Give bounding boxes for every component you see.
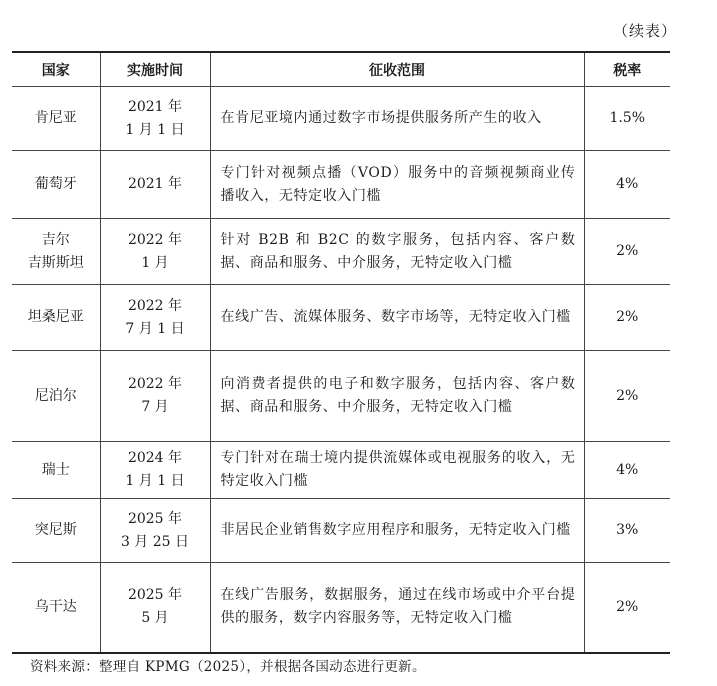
rate-cell: 2%: [584, 285, 670, 351]
country-cell: [12, 499, 100, 563]
country-line: 尼泊尔: [34, 387, 77, 404]
scope-cell: 非居民企业销售数字应用程序和服务，无特定收入门槛: [210, 499, 584, 563]
country-cell: [12, 442, 100, 499]
country-line: 坦桑尼亚: [27, 309, 84, 325]
date-line: 3 月 25 日: [120, 533, 190, 550]
scope-cell: 针对 B2B 和 B2C 的数字服务，包括内容、客户数据、商品和服务、中介服务，无特定收入门槛: [210, 219, 584, 285]
continued-label: （续表）: [612, 22, 677, 40]
rate-cell: 3%: [584, 499, 670, 563]
rate-cell: 2%: [584, 219, 670, 285]
date-line: 2021 年: [127, 176, 183, 192]
date-line: 1 月: [141, 254, 169, 271]
country-line: 突尼斯: [34, 522, 77, 538]
date-cell: [100, 87, 210, 151]
country-line: 乌干达: [34, 598, 77, 615]
digital-services-tax-table: [12, 51, 670, 654]
header-date: 实施时间: [100, 52, 210, 87]
header-rate: 税率: [584, 52, 670, 87]
date-line: 2022 年: [127, 376, 183, 392]
country-line: 葡萄牙: [34, 176, 77, 192]
table-row: [12, 442, 670, 499]
country-cell: [12, 151, 100, 219]
date-line: 7 月 1 日: [125, 320, 185, 337]
date-line: 2024 年: [127, 450, 183, 466]
scope-cell: 专门针对视频点播（VOD）服务中的音频视频商业传播收入，无特定收入门槛: [210, 151, 584, 219]
date-cell: [100, 442, 210, 499]
rate-cell: 2%: [584, 351, 670, 442]
table-row: [12, 219, 670, 285]
date-line: 2025 年: [127, 587, 183, 604]
rate-cell: 1.5%: [584, 87, 670, 151]
rate-cell: 2%: [584, 563, 670, 653]
country-cell: [12, 351, 100, 442]
date-line: 2022 年: [127, 297, 183, 314]
header-country: 国家: [41, 62, 70, 79]
date-cell: [100, 351, 210, 442]
date-line: 2021 年: [127, 98, 183, 115]
country-line: 吉尔: [41, 231, 70, 248]
country-cell: [12, 563, 100, 653]
table-row: [12, 499, 670, 563]
country-cell: [12, 219, 100, 285]
date-line: 7 月: [141, 399, 169, 415]
scope-cell: 向消费者提供的电子和数字服务，包括内容、客户数据、商品和服务、中介服务，无特定收入门槛: [210, 351, 584, 442]
header-scope: 征收范围: [210, 52, 584, 87]
scope-cell: 在线广告服务，数据服务，通过在线市场或中介平台提供的服务，数字内容服务等，无特定收入门槛: [210, 563, 584, 653]
rate-cell: 4%: [584, 151, 670, 219]
date-line: 5 月: [141, 610, 169, 627]
scope-cell: 在肯尼亚境内通过数字市场提供服务所产生的收入: [210, 87, 584, 151]
country-line: 吉斯斯坦: [27, 254, 84, 271]
table-header-row: [12, 52, 670, 87]
date-cell: [100, 499, 210, 563]
source-note: 资料来源：整理自 KPMG（2025），并根据各国动态进行更新。: [30, 659, 426, 675]
country-cell: [12, 285, 100, 351]
table-row: [12, 563, 670, 653]
country-line: 肯尼亚: [34, 110, 77, 126]
table-row: [12, 351, 670, 442]
date-line: 2025 年: [127, 510, 183, 527]
scope-cell: 专门针对在瑞士境内提供流媒体或电视服务的收入，无特定收入门槛: [210, 442, 584, 499]
date-line: 2022 年: [127, 231, 183, 248]
date-cell: [100, 151, 210, 219]
date-cell: [100, 285, 210, 351]
date-line: 1 月 1 日: [125, 473, 185, 489]
table-row: [12, 87, 670, 151]
rate-cell: 4%: [584, 442, 670, 499]
country-cell: [12, 87, 100, 151]
date-line: 1 月 1 日: [125, 121, 185, 138]
date-cell: [100, 563, 210, 653]
table-row: [12, 285, 670, 351]
table-row: [12, 151, 670, 219]
country-line: 瑞士: [41, 461, 70, 478]
scope-cell: 在线广告、流媒体服务、数字市场等，无特定收入门槛: [210, 285, 584, 351]
date-cell: [100, 219, 210, 285]
